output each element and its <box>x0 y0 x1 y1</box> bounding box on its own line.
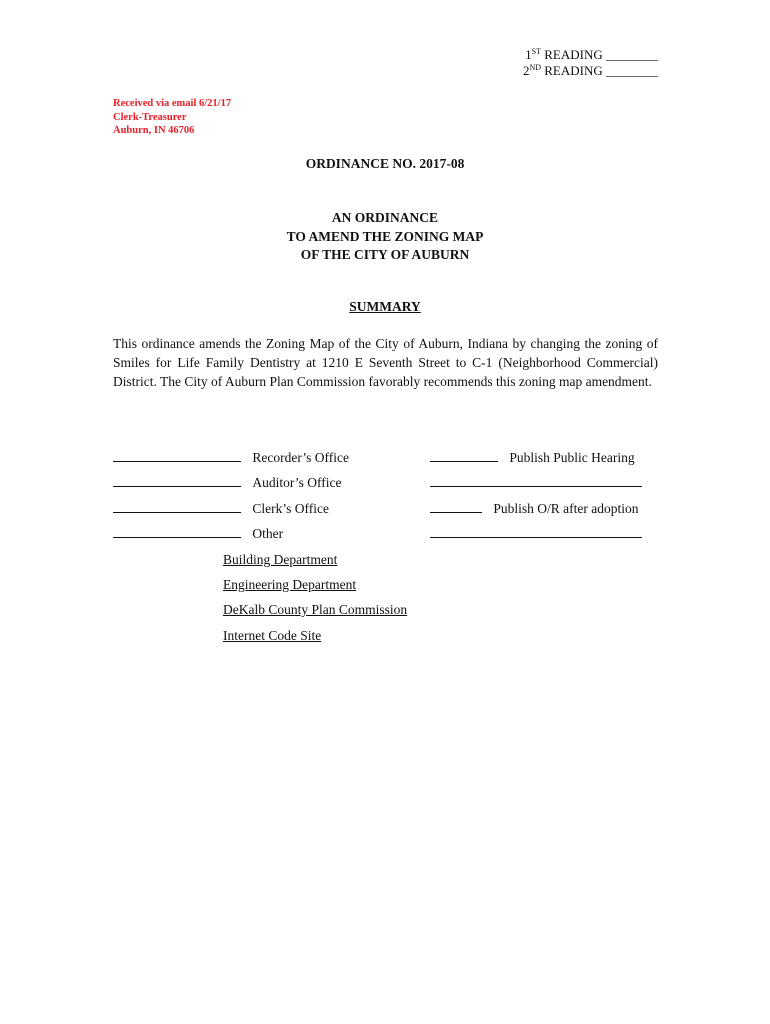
other-recipient: Engineering Department <box>223 577 357 592</box>
blank-line <box>113 474 241 487</box>
title-line: AN ORDINANCE <box>331 210 439 225</box>
publish-row <box>430 474 642 492</box>
summary-heading: SUMMARY <box>349 299 421 314</box>
ordinance-title <box>0 209 770 265</box>
readings-block <box>470 47 658 79</box>
other-recipient: Building Department <box>223 552 338 567</box>
distribution-label: Other <box>252 526 284 541</box>
title-line: TO AMEND THE ZONING MAP <box>286 228 484 244</box>
other-recipient: Internet Code Site <box>223 628 322 643</box>
distribution-row <box>113 474 341 492</box>
distribution-label: Recorder’s Office <box>252 450 349 465</box>
distribution-row <box>113 525 283 543</box>
first-reading: 1ST READING ________ <box>525 47 658 62</box>
title-line: OF THE CITY OF AUBURN <box>300 247 470 262</box>
ordinance-number: ORDINANCE NO. 2017-08 <box>305 156 465 171</box>
blank-line <box>430 500 482 513</box>
blank-line <box>430 525 642 538</box>
blank-line <box>113 449 241 462</box>
publish-label: Publish Public Hearing <box>509 450 635 465</box>
distribution-label: Clerk’s Office <box>252 501 329 516</box>
blank-line <box>113 525 241 538</box>
publish-row <box>430 500 639 518</box>
received-address: Auburn, IN 46706 <box>113 125 195 136</box>
received-stamp <box>113 97 231 138</box>
received-office: Clerk-Treasurer <box>113 111 187 123</box>
blank-line <box>430 474 642 487</box>
publish-row <box>430 525 642 543</box>
received-date: Received via email 6/21/17 <box>113 98 232 109</box>
blank-line <box>113 500 241 513</box>
publish-row <box>430 449 635 467</box>
blank-line <box>430 449 498 462</box>
distribution-row <box>113 449 349 467</box>
summary-paragraph: This ordinance amends the Zoning Map of the City of Auburn, Indiana by changing the zoning of Smiles for Life Family Dentistry at 1210 E Seventh Street to C-1 (Neighborhood Commercial) District. The City of Auburn Plan Commission favorably recommends this zoning map amendment. <box>113 336 658 389</box>
distribution-row <box>113 500 329 518</box>
second-reading: 2ND READING ________ <box>522 63 658 78</box>
publish-label: Publish O/R after adoption <box>493 501 639 516</box>
other-recipient: DeKalb County Plan Commission <box>223 602 408 617</box>
distribution-label: Auditor’s Office <box>252 475 342 490</box>
